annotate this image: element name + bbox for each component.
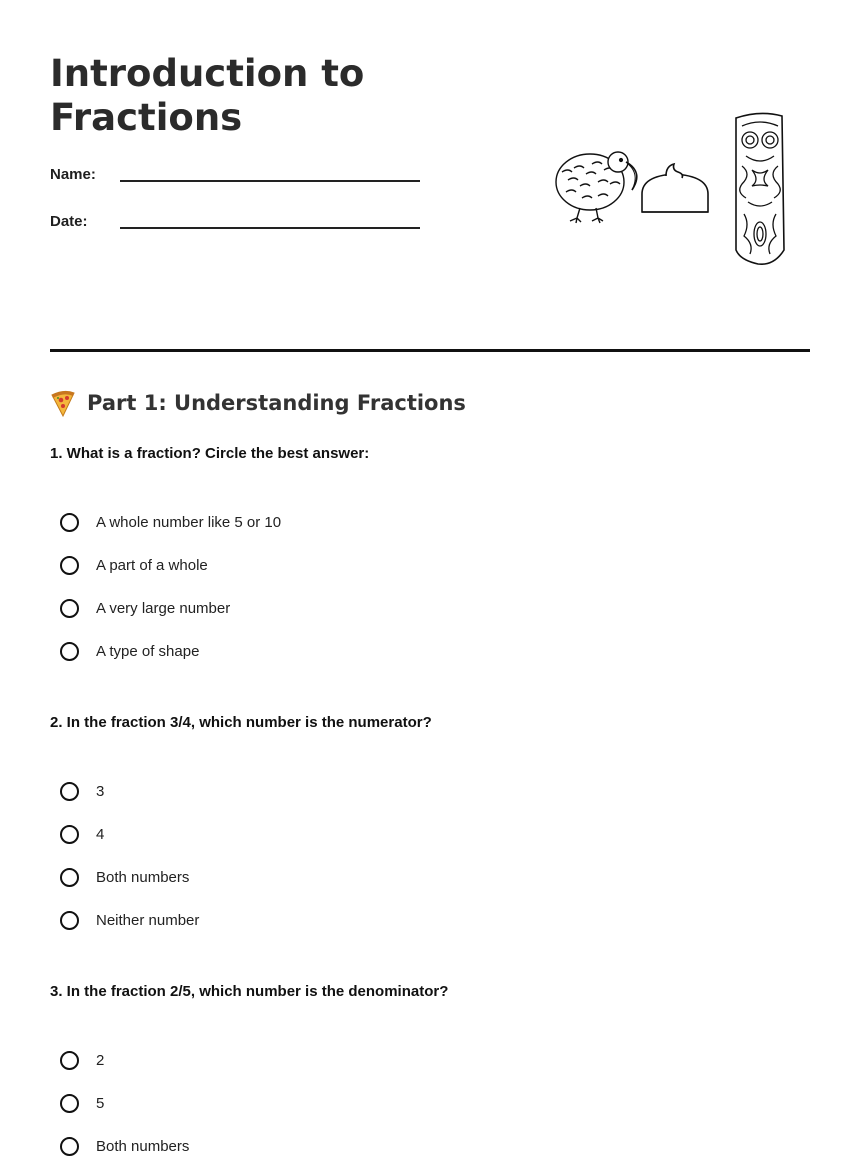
nz-illustration [552, 110, 792, 270]
date-label: Date: [50, 213, 88, 230]
question-text: 3. In the fraction 2/5, which number is the denominator? [50, 983, 449, 1000]
radio-circle-icon[interactable] [60, 782, 79, 801]
option-label: 3 [96, 783, 105, 800]
answer-option[interactable] [60, 1125, 189, 1168]
answer-option[interactable] [60, 856, 199, 899]
name-field-row [50, 166, 420, 194]
radio-circle-icon[interactable] [60, 825, 79, 844]
name-field[interactable] [120, 180, 420, 182]
answer-option[interactable] [60, 770, 199, 813]
radio-circle-icon[interactable] [60, 513, 79, 532]
worksheet-title: Introduction to Fractions [50, 52, 365, 139]
answer-option[interactable] [60, 813, 199, 856]
section-title: Part 1: Understanding Fractions [87, 391, 466, 415]
answer-option[interactable] [60, 1039, 189, 1082]
pizza-slice-icon [50, 389, 76, 417]
option-label: A type of shape [96, 643, 200, 660]
option-label: Both numbers [96, 869, 190, 886]
kiwi-bird-icon [556, 152, 637, 223]
radio-circle-icon[interactable] [60, 642, 79, 661]
answer-options [60, 770, 199, 942]
option-label: Both numbers [96, 1138, 190, 1155]
option-label: 4 [96, 826, 105, 843]
pavlova-dessert-icon [642, 164, 708, 212]
section-heading [50, 386, 466, 420]
option-label: A whole number like 5 or 10 [96, 514, 282, 531]
option-label: 5 [96, 1095, 105, 1112]
question-3 [50, 982, 810, 1155]
option-label: Neither number [96, 912, 200, 929]
answer-option[interactable] [60, 501, 281, 544]
answer-options [60, 1039, 189, 1168]
option-label: A very large number [96, 600, 231, 617]
radio-circle-icon[interactable] [60, 1137, 79, 1156]
answer-option[interactable] [60, 630, 281, 673]
answer-option[interactable] [60, 544, 281, 587]
answer-option[interactable] [60, 899, 199, 942]
radio-circle-icon[interactable] [60, 911, 79, 930]
question-text: 2. In the fraction 3/4, which number is the numerator? [50, 714, 432, 731]
date-field[interactable] [120, 227, 420, 229]
section-divider [50, 349, 810, 352]
option-label: A part of a whole [96, 557, 208, 574]
maori-carving-icon [736, 113, 784, 264]
answer-option[interactable] [60, 1082, 189, 1125]
name-label: Name: [50, 166, 96, 183]
answer-option[interactable] [60, 587, 281, 630]
option-label: 2 [96, 1052, 105, 1069]
answer-options [60, 501, 281, 673]
question-text: 1. What is a fraction? Circle the best answer: [50, 445, 370, 462]
date-field-row [50, 213, 420, 241]
question-2 [50, 713, 810, 929]
radio-circle-icon[interactable] [60, 599, 79, 618]
radio-circle-icon[interactable] [60, 1094, 79, 1113]
question-1 [50, 444, 810, 660]
radio-circle-icon[interactable] [60, 868, 79, 887]
radio-circle-icon[interactable] [60, 556, 79, 575]
radio-circle-icon[interactable] [60, 1051, 79, 1070]
